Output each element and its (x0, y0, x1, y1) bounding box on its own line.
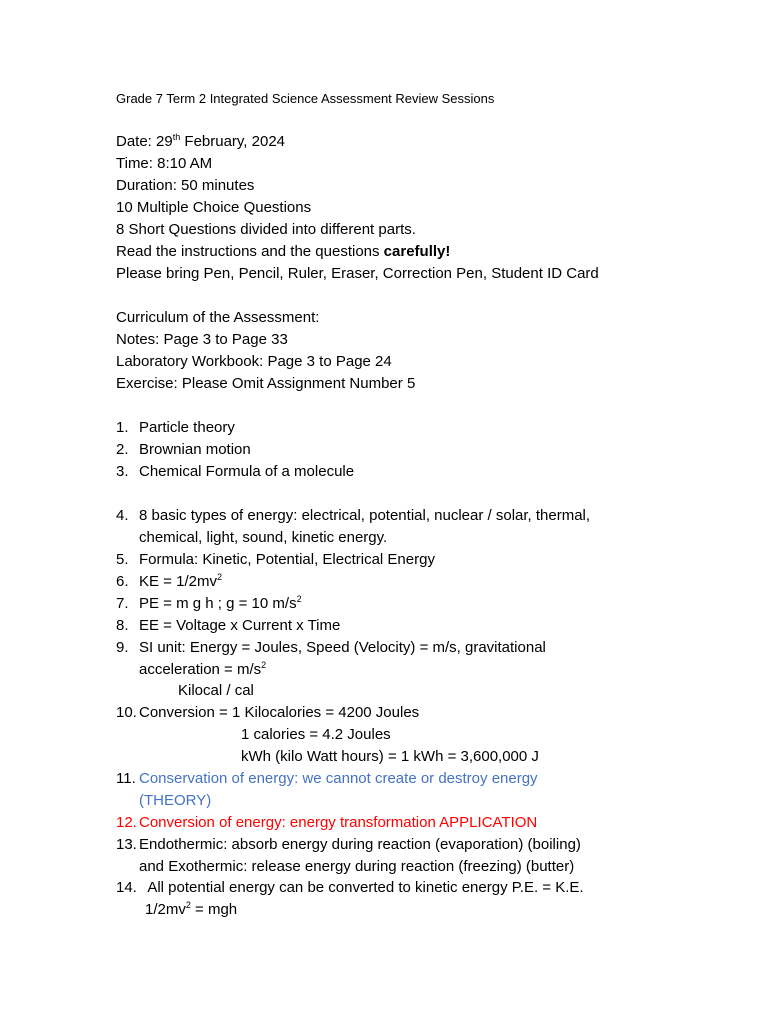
mcq-line: 10 Multiple Choice Questions (116, 199, 312, 216)
time-line: Time: 8:10 AM (116, 155, 213, 172)
list-item-14: 14. All potential energy can be converted to kinetic energy P.E. = K.E. (116, 879, 584, 896)
read-instructions-line: Read the instructions and the questions carefully! (116, 243, 451, 260)
short-questions-line: 8 Short Questions divided into different parts. (116, 221, 416, 238)
list-item-9-cont: acceleration = $m/s^2$ (139, 660, 267, 678)
list-item-6: 6. KE = $1/2mv^2$ (116, 572, 222, 590)
bring-items-line: Please bring Pen, Pencil, Ruler, Eraser, Correction Pen, Student ID Card (116, 265, 599, 282)
list-item-13: 13. Endothermic: absorb energy during reaction (evaporation) (boiling) (116, 836, 581, 853)
list-item-3: 3. Chemical Formula of a molecule (116, 463, 355, 480)
list-item-9-kilocal: Kilocal / cal (178, 682, 254, 699)
list-item-13-cont: and Exothermic: release energy during reaction (freezing) (butter) (139, 858, 575, 875)
list-item-1: 1. Particle theory (116, 419, 235, 436)
list-item-8: 8. EE = Voltage x Current x Time (116, 617, 341, 634)
list-item-10-calories: 1 calories = 4.2 Joules (241, 726, 391, 743)
list-item-7: 7. PE = m g h ; g = 10 $m/s^2$ (116, 594, 302, 612)
list-item-11: 11. Conservation of energy: we cannot create or destroy energy (116, 770, 538, 787)
list-item-4-cont: chemical, light, sound, kinetic energy. (139, 529, 388, 546)
list-item-5: 5. Formula: Kinetic, Potential, Electrical Energy (116, 551, 435, 568)
notes-line: Notes: Page 3 to Page 33 (116, 331, 288, 348)
exercise-line: Exercise: Please Omit Assignment Number 5 (116, 375, 416, 392)
date-line: Date: 29th February, 2024 (116, 132, 286, 150)
list-item-2: 2. Brownian motion (116, 441, 251, 458)
list-item-12: 12. Conversion of energy: energy transformation APPLICATION (116, 814, 538, 831)
curriculum-heading: Curriculum of the Assessment: (116, 309, 320, 326)
list-item-10-kwh: kWh (kilo Watt hours) = 1 kWh = 3,600,000 J (241, 748, 539, 765)
list-item-10: 10. Conversion = 1 Kilocalories = 4200 Joules (116, 704, 420, 721)
document-title: Grade 7 Term 2 Integrated Science Assessment Review Sessions (116, 91, 495, 106)
list-item-14-cont: $1/2mv^2$ = mgh (145, 900, 238, 918)
list-item-11-cont: (THEORY) (139, 792, 212, 809)
lab-workbook-line: Laboratory Workbook: Page 3 to Page 24 (116, 353, 392, 370)
list-item-9: 9. SI unit: Energy = Joules, Speed (Velocity) = m/s, gravitational (116, 639, 546, 656)
duration-line: Duration: 50 minutes (116, 177, 255, 194)
list-item-4: 4. 8 basic types of energy: electrical, potential, nuclear / solar, thermal, (116, 507, 591, 524)
